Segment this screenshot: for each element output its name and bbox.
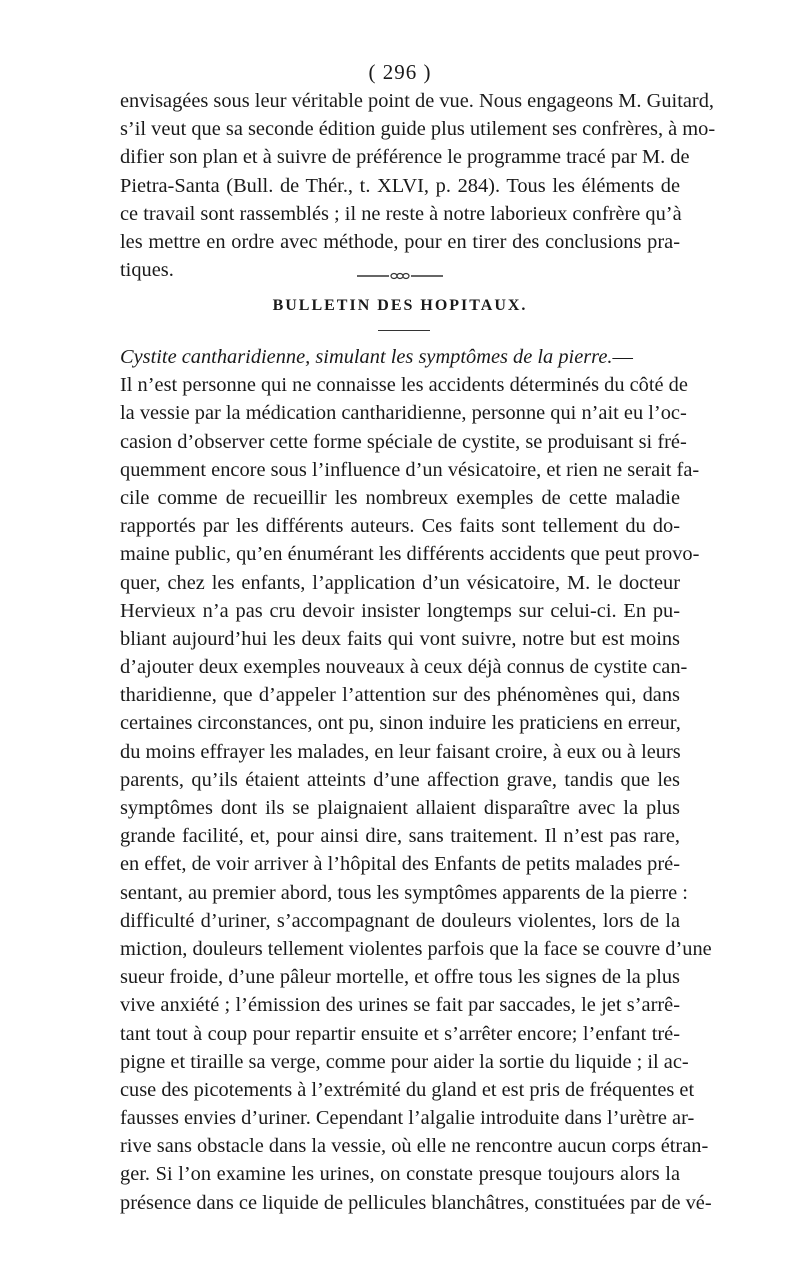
section-heading: BULLETIN DES HOPITAUX. (272, 297, 528, 314)
text-line: tant tout à coup pour repartir ensuite et s’arrêter encore; l’enfant tré- (120, 1022, 680, 1045)
text-line: du moins effrayer les malades, en leur faisant croire, à eux ou à leurs (120, 740, 681, 763)
ornament-divider (355, 272, 445, 280)
text-line: la vessie par la médication cantharidienne, personne qui n’ait eu l’oc- (120, 402, 687, 425)
text-line: maine public, qu’en énumérant les différents accidents que peut provo- (120, 543, 700, 566)
text-line: présence dans ce liquide de pellicules blanchâtres, constituées par de vé- (120, 1191, 712, 1214)
text-line: quemment encore sous l’influence d’un vésicatoire, et rien ne serait fa- (120, 458, 700, 481)
text-line: vive anxiété ; l’émission des urines se fait par saccades, le jet s’arrê- (120, 994, 680, 1017)
text-line: grande facilité, et, pour ainsi dire, sans traitement. Il n’est pas rare, (120, 825, 680, 848)
text-line: en effet, de voir arriver à l’hôpital des Enfants de petits malades pré- (120, 853, 680, 876)
text-line: quer, chez les enfants, l’application d’un vésicatoire, M. le docteur (120, 571, 680, 594)
article-title: Cystite cantharidienne, simulant les symptômes de la pierre. (120, 346, 613, 368)
heading-rule (378, 330, 430, 331)
text-line: Pietra-Santa (Bull. de Thér., t. XLVI, p. 284). Tous les éléments de (120, 174, 680, 197)
text-line: fausses envies d’uriner. Cependant l’algalie introduite dans l’urètre ar- (120, 1107, 695, 1130)
text-line: envisagées sous leur véritable point de vue. Nous engageons M. Guitard, (120, 90, 715, 112)
text-line: symptômes dont ils se plaignaient allaient disparaître avec la plus (120, 797, 680, 819)
text-line: miction, douleurs tellement violentes parfois que la face se couvre d’une (120, 937, 712, 960)
text-line: casion d’observer cette forme spéciale de cystite, se produisant si fré- (120, 430, 687, 453)
text-line: bliant aujourd’hui les deux faits qui vont suivre, notre but est moins (120, 627, 680, 650)
text-line: cuse des picotements à l’extrémité du gland et est pris de fréquentes et (120, 1078, 695, 1101)
text-line: pigne et tiraille sa verge, comme pour aider la sortie du liquide ; il ac- (120, 1050, 689, 1073)
text-line: Il n’est personne qui ne connaisse les accidents déterminés du côté de (120, 374, 688, 397)
article-title-line (120, 343, 680, 371)
text-line: Hervieux n’a pas cru devoir insister longtemps sur celui-ci. En pu- (120, 599, 680, 622)
text-line: les mettre en ordre avec méthode, pour en tirer des conclusions pra- (120, 230, 680, 253)
text-line: tharidienne, que d’appeler l’attention sur des phénomènes qui, dans (120, 684, 680, 707)
text-line: rive sans obstacle dans la vessie, où elle ne rencontre aucun corps étran- (120, 1135, 709, 1158)
text-line: certaines circonstances, ont pu, sinon induire les praticiens en erreur, (120, 712, 681, 735)
page-number: ( 296 ) (368, 60, 432, 84)
text-line: sueur froide, d’une pâleur mortelle, et offre tous les signes de la plus (120, 966, 680, 989)
text-line: tiques. (120, 259, 174, 282)
text-line: s’il veut que sa seconde édition guide plus utilement ses confrères, à mo- (120, 118, 716, 141)
article-paragraph (120, 343, 712, 1217)
text-line: ger. Si l’on examine les urines, on constate presque toujours alors la (120, 1163, 680, 1186)
title-dash: — (612, 346, 633, 368)
text-line: d’ajouter deux exemples nouveaux à ceux déjà connus de cystite can- (120, 656, 688, 679)
text-line: difier son plan et à suivre de préférence le programme tracé par M. de (120, 146, 690, 169)
text-line: sentant, au premier abord, tous les symptômes apparents de la pierre : (120, 881, 688, 904)
text-line: parents, qu’ils étaient atteints d’une affection grave, tandis que les (120, 768, 680, 791)
text-line: rapportés par les différents auteurs. Ces faits sont tellement du do- (120, 515, 680, 538)
text-line: ce travail sont rassemblés ; il ne reste à notre laborieux confrère qu’à (120, 202, 682, 225)
text-line: difficulté d’uriner, s’accompagnant de douleurs violentes, lors de la (120, 909, 680, 932)
intro-paragraph (120, 87, 716, 284)
text-line: cile comme de recueillir les nombreux exemples de cette maladie (120, 486, 680, 509)
